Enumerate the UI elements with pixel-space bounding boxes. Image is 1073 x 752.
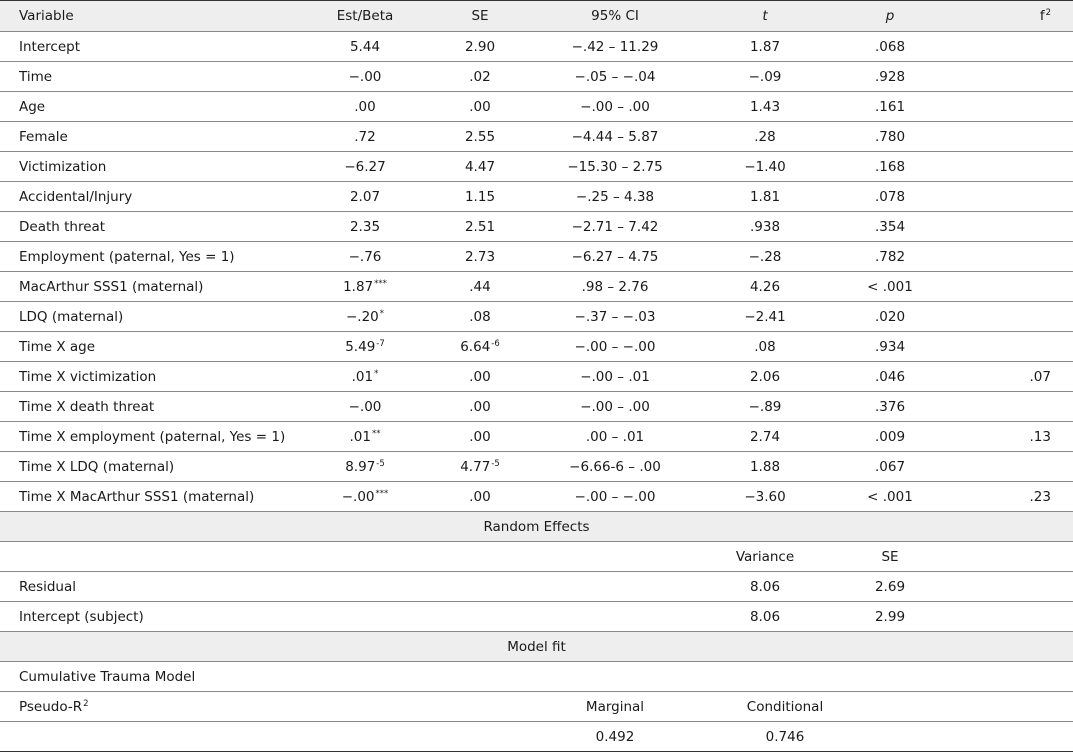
cell-t — [700, 422, 830, 452]
cell-se-sup: -5 — [491, 458, 500, 469]
cell-variable — [0, 92, 300, 122]
model-name: Cumulative Trauma Model — [0, 662, 1073, 692]
cell-se — [430, 62, 530, 92]
model-fit-title: Model fit — [0, 632, 1073, 662]
cell-f2-text: .07 — [1029, 368, 1051, 385]
cell-est — [300, 482, 430, 512]
cell-se — [430, 92, 530, 122]
cell-f2 — [950, 422, 1073, 452]
cell-est — [300, 392, 430, 422]
re-se: 2.69 — [830, 572, 950, 602]
cell-variable-text: Time X employment (paternal, Yes = 1) — [19, 428, 286, 445]
cell-f2 — [950, 452, 1073, 482]
cell-se-text: .44 — [469, 278, 491, 295]
cell-ci — [530, 452, 700, 482]
cell-se-text: .02 — [469, 68, 491, 85]
cell-f2 — [950, 182, 1073, 212]
cell-p — [830, 362, 950, 392]
cell-est-text: 2.07 — [349, 188, 381, 205]
cell-variable — [0, 122, 300, 152]
cell-p-text: .354 — [874, 218, 906, 235]
cell-t-text: −1.40 — [744, 158, 786, 175]
cell-p — [830, 32, 950, 62]
cell-est-text: −6.27 — [344, 158, 386, 175]
cell-ci — [530, 482, 700, 512]
cell-t — [700, 212, 830, 242]
re-label: Residual — [0, 572, 300, 602]
cell-est — [300, 452, 430, 482]
cell-f2 — [950, 152, 1073, 182]
cell-variable — [0, 452, 300, 482]
cell-se-text: .08 — [469, 308, 491, 325]
cell-ci — [530, 32, 700, 62]
cell-t-text: 1.43 — [749, 98, 781, 115]
cell-p — [830, 392, 950, 422]
pseudo-r2-values-row — [0, 722, 1073, 752]
cell-t-text: 2.74 — [749, 428, 781, 445]
cell-se-sup: -6 — [491, 338, 500, 349]
cell-est-sup: * — [379, 308, 385, 319]
table-row — [0, 122, 1073, 152]
cell-est — [300, 182, 430, 212]
table-row — [0, 62, 1073, 92]
cell-variable — [0, 272, 300, 302]
cell-t — [700, 242, 830, 272]
cell-p-text: .078 — [874, 188, 906, 205]
table-row — [0, 392, 1073, 422]
variance-header: Variance — [700, 542, 830, 572]
cell-se — [430, 422, 530, 452]
cell-ci-text: −.00 – −.00 — [574, 488, 656, 505]
table-row — [0, 452, 1073, 482]
cell-est — [300, 32, 430, 62]
cell-f2 — [950, 302, 1073, 332]
cell-variable-text: MacArthur SSS1 (maternal) — [19, 278, 204, 295]
cell-p-text: .376 — [874, 398, 906, 415]
cell-est-text: −.20 — [345, 308, 379, 325]
re-variance: 8.06 — [700, 572, 830, 602]
cell-variable — [0, 32, 300, 62]
cell-t-text: .08 — [754, 338, 776, 355]
re-label: Intercept (subject) — [0, 602, 300, 632]
cell-p — [830, 452, 950, 482]
cell-variable-text: Victimization — [19, 158, 107, 175]
cell-est-text: .01 — [349, 428, 371, 445]
cell-t — [700, 482, 830, 512]
random-effects-header-row — [0, 542, 1073, 572]
cell-p-text: < .001 — [867, 278, 913, 295]
cell-est-text: −.00 — [348, 68, 382, 85]
cell-ci — [530, 62, 700, 92]
header-est: Est/Beta — [300, 1, 430, 32]
table-row — [0, 302, 1073, 332]
cell-ci — [530, 272, 700, 302]
header-variable: Variable — [0, 1, 300, 32]
cell-t-text: 4.26 — [749, 278, 781, 295]
cell-p-text: .780 — [874, 128, 906, 145]
cell-ci — [530, 152, 700, 182]
fixed-effects-body — [0, 32, 1073, 512]
cell-est — [300, 62, 430, 92]
cell-ci — [530, 362, 700, 392]
conditional-value: 0.746 — [700, 722, 950, 752]
cell-p-text: .928 — [874, 68, 906, 85]
cell-ci — [530, 182, 700, 212]
cell-t-text: −3.60 — [744, 488, 786, 505]
cell-se — [430, 392, 530, 422]
re-variance: 8.06 — [700, 602, 830, 632]
cell-p — [830, 272, 950, 302]
cell-est-sup: *** — [375, 488, 389, 499]
marginal-value: 0.492 — [530, 722, 700, 752]
cell-p-text: .934 — [874, 338, 906, 355]
table-row — [0, 212, 1073, 242]
cell-est-sup: ** — [371, 428, 381, 439]
cell-est-text: −.00 — [348, 398, 382, 415]
cell-se-text: 4.47 — [464, 158, 496, 175]
cell-t — [700, 272, 830, 302]
random-effects-title-row — [0, 512, 1073, 542]
table-row — [0, 242, 1073, 272]
table-header-row — [0, 1, 1073, 32]
random-effects-title: Random Effects — [0, 512, 1073, 542]
cell-se — [430, 332, 530, 362]
cell-ci-text: −.25 – 4.38 — [575, 188, 655, 205]
cell-se-text: .00 — [469, 428, 491, 445]
table-row — [0, 92, 1073, 122]
table-row — [0, 362, 1073, 392]
cell-ci-text: −6.27 – 4.75 — [571, 248, 659, 265]
cell-t — [700, 62, 830, 92]
cell-se-text: 1.15 — [464, 188, 496, 205]
cell-f2-text: .13 — [1029, 428, 1051, 445]
cell-variable — [0, 212, 300, 242]
cell-f2 — [950, 482, 1073, 512]
cell-p-text: .161 — [874, 98, 906, 115]
cell-est-text: 8.97 — [345, 458, 376, 475]
cell-f2 — [950, 272, 1073, 302]
cell-t-text: 2.06 — [749, 368, 781, 385]
cell-se — [430, 212, 530, 242]
cell-ci — [530, 332, 700, 362]
cell-t — [700, 302, 830, 332]
table-row — [0, 272, 1073, 302]
cell-est — [300, 302, 430, 332]
cell-p-text: .068 — [874, 38, 906, 55]
cell-se-text: .00 — [469, 398, 491, 415]
cell-est-text: −.76 — [348, 248, 382, 265]
cell-est — [300, 122, 430, 152]
cell-est-sup: -7 — [376, 338, 385, 349]
cell-se — [430, 482, 530, 512]
cell-variable — [0, 362, 300, 392]
cell-est — [300, 422, 430, 452]
cell-est — [300, 272, 430, 302]
cell-ci-text: −.00 – .00 — [580, 98, 650, 115]
cell-t — [700, 152, 830, 182]
cell-f2 — [950, 212, 1073, 242]
cell-p — [830, 242, 950, 272]
cell-variable-text: LDQ (maternal) — [19, 308, 124, 325]
header-p: p — [830, 1, 950, 32]
header-f2 — [950, 1, 1073, 32]
header-f2-sup: 2 — [1045, 8, 1051, 18]
cell-est — [300, 212, 430, 242]
cell-p-text: .046 — [874, 368, 906, 385]
cell-ci-text: −15.30 – 2.75 — [567, 158, 663, 175]
cell-t-text: 1.81 — [749, 188, 781, 205]
cell-variable-text: Time X LDQ (maternal) — [19, 458, 175, 475]
table-row — [0, 152, 1073, 182]
re-se: 2.99 — [830, 602, 950, 632]
pseudo-r2-text: Pseudo-R — [19, 698, 83, 715]
cell-se-text: 2.73 — [464, 248, 496, 265]
cell-est — [300, 92, 430, 122]
cell-p — [830, 422, 950, 452]
cell-est-text: 2.35 — [349, 218, 381, 235]
cell-variable-text: Age — [19, 98, 46, 115]
cell-p — [830, 482, 950, 512]
cell-est-sup: * — [374, 368, 379, 379]
cell-p — [830, 92, 950, 122]
cell-variable-text: Female — [19, 128, 68, 145]
cell-se-text: 2.51 — [464, 218, 496, 235]
cell-p — [830, 122, 950, 152]
cell-variable-text: Time — [19, 68, 53, 85]
cell-f2 — [950, 92, 1073, 122]
cell-variable — [0, 482, 300, 512]
cell-p-text: < .001 — [867, 488, 913, 505]
cell-t-text: 1.88 — [749, 458, 781, 475]
table-row — [0, 332, 1073, 362]
header-t: t — [700, 1, 830, 32]
pseudo-r2-row — [0, 692, 1073, 722]
cell-t-text: .28 — [754, 128, 776, 145]
cell-t-text: 1.87 — [749, 38, 781, 55]
cell-t-text: −2.41 — [744, 308, 786, 325]
cell-ci-text: .00 – .01 — [585, 428, 645, 445]
cell-variable — [0, 332, 300, 362]
cell-variable-text: Death threat — [19, 218, 106, 235]
marginal-label: Marginal — [530, 692, 700, 722]
table-row — [0, 32, 1073, 62]
cell-ci-text: −.00 – .01 — [580, 368, 650, 385]
cell-variable-text: Time X age — [19, 338, 96, 355]
random-effects-body — [0, 512, 1073, 632]
cell-f2 — [950, 122, 1073, 152]
cell-se — [430, 362, 530, 392]
cell-se — [430, 122, 530, 152]
cell-se — [430, 182, 530, 212]
cell-se — [430, 32, 530, 62]
cell-t — [700, 392, 830, 422]
cell-variable-text: Time X MacArthur SSS1 (maternal) — [19, 488, 255, 505]
cell-p — [830, 152, 950, 182]
cell-variable — [0, 302, 300, 332]
cell-p-text: .020 — [874, 308, 906, 325]
cell-t — [700, 32, 830, 62]
cell-se — [430, 152, 530, 182]
cell-ci — [530, 422, 700, 452]
cell-f2 — [950, 242, 1073, 272]
cell-p — [830, 62, 950, 92]
pseudo-r2-label — [0, 692, 300, 722]
cell-est — [300, 242, 430, 272]
cell-variable — [0, 152, 300, 182]
cell-ci-text: .98 – 2.76 — [581, 278, 649, 295]
header-se: SE — [430, 1, 530, 32]
table-row — [0, 182, 1073, 212]
cell-est — [300, 152, 430, 182]
cell-ci — [530, 242, 700, 272]
table-row — [0, 572, 1073, 602]
table-row — [0, 602, 1073, 632]
cell-variable-text: Intercept — [19, 38, 80, 55]
cell-se-text: .00 — [469, 98, 491, 115]
cell-p — [830, 182, 950, 212]
cell-t — [700, 92, 830, 122]
cell-p — [830, 332, 950, 362]
cell-ci-text: −.37 – −.03 — [574, 308, 656, 325]
cell-ci-text: −.00 – .00 — [580, 398, 650, 415]
cell-est-text: 1.87 — [343, 278, 374, 295]
cell-variable — [0, 62, 300, 92]
cell-t — [700, 182, 830, 212]
cell-t — [700, 452, 830, 482]
cell-se — [430, 272, 530, 302]
cell-p-text: .782 — [874, 248, 906, 265]
cell-ci-text: −6.66-6 – .00 — [569, 458, 661, 475]
cell-se — [430, 302, 530, 332]
cell-t — [700, 332, 830, 362]
cell-est-sup: *** — [374, 278, 387, 289]
header-ci: 95% CI — [530, 1, 700, 32]
cell-variable-text: Employment (paternal, Yes = 1) — [19, 248, 235, 265]
cell-t-text: −.09 — [748, 68, 782, 85]
cell-f2 — [950, 362, 1073, 392]
cell-ci — [530, 302, 700, 332]
cell-variable — [0, 242, 300, 272]
cell-p-text: .067 — [874, 458, 906, 475]
table-row — [0, 422, 1073, 452]
cell-est-text: 5.44 — [349, 38, 381, 55]
cell-est-text: .01 — [351, 368, 374, 385]
cell-se-text: 2.90 — [464, 38, 496, 55]
cell-t — [700, 362, 830, 392]
cell-t-text: .938 — [749, 218, 781, 235]
cell-f2-text: .23 — [1029, 488, 1051, 505]
cell-f2 — [950, 32, 1073, 62]
cell-t-text: −.89 — [748, 398, 782, 415]
cell-ci — [530, 122, 700, 152]
cell-se-text: 6.64 — [460, 338, 491, 355]
cell-p — [830, 302, 950, 332]
cell-ci-text: −.00 – −.00 — [574, 338, 656, 355]
re-se-header: SE — [830, 542, 950, 572]
header-f2-text: f — [1039, 8, 1045, 24]
cell-se-text: .00 — [469, 368, 491, 385]
cell-est — [300, 362, 430, 392]
cell-est — [300, 332, 430, 362]
conditional-label: Conditional — [700, 692, 950, 722]
cell-se-text: 4.77 — [460, 458, 491, 475]
cell-p — [830, 212, 950, 242]
pseudo-r2-sup: 2 — [83, 698, 89, 709]
cell-ci — [530, 92, 700, 122]
cell-se-text: 2.55 — [464, 128, 496, 145]
cell-ci — [530, 212, 700, 242]
cell-est-sup: -5 — [376, 458, 385, 469]
model-fit-title-row — [0, 632, 1073, 662]
cell-variable-text: Time X death threat — [19, 398, 155, 415]
table-row — [0, 482, 1073, 512]
cell-variable — [0, 182, 300, 212]
model-name-row — [0, 662, 1073, 692]
cell-se-text: .00 — [469, 488, 491, 505]
cell-t — [700, 122, 830, 152]
cell-variable-text: Time X victimization — [19, 368, 157, 385]
model-fit-body — [0, 632, 1073, 752]
cell-ci-text: −4.44 – 5.87 — [571, 128, 659, 145]
cell-est-text: .72 — [354, 128, 376, 145]
cell-p-text: .168 — [874, 158, 906, 175]
cell-variable-text: Accidental/Injury — [19, 188, 133, 205]
cell-se — [430, 452, 530, 482]
cell-est-text: .00 — [354, 98, 376, 115]
cell-variable — [0, 422, 300, 452]
cell-f2 — [950, 392, 1073, 422]
cell-f2 — [950, 62, 1073, 92]
cell-variable — [0, 392, 300, 422]
cell-ci — [530, 392, 700, 422]
cell-ci-text: −.42 – 11.29 — [571, 38, 659, 55]
cell-p-text: .009 — [874, 428, 906, 445]
cell-ci-text: −.05 – −.04 — [574, 68, 656, 85]
cell-ci-text: −2.71 – 7.42 — [571, 218, 659, 235]
cell-f2 — [950, 332, 1073, 362]
cell-se — [430, 242, 530, 272]
cell-est-text: −.00 — [341, 488, 375, 505]
cell-t-text: −.28 — [748, 248, 782, 265]
cell-est-text: 5.49 — [345, 338, 376, 355]
